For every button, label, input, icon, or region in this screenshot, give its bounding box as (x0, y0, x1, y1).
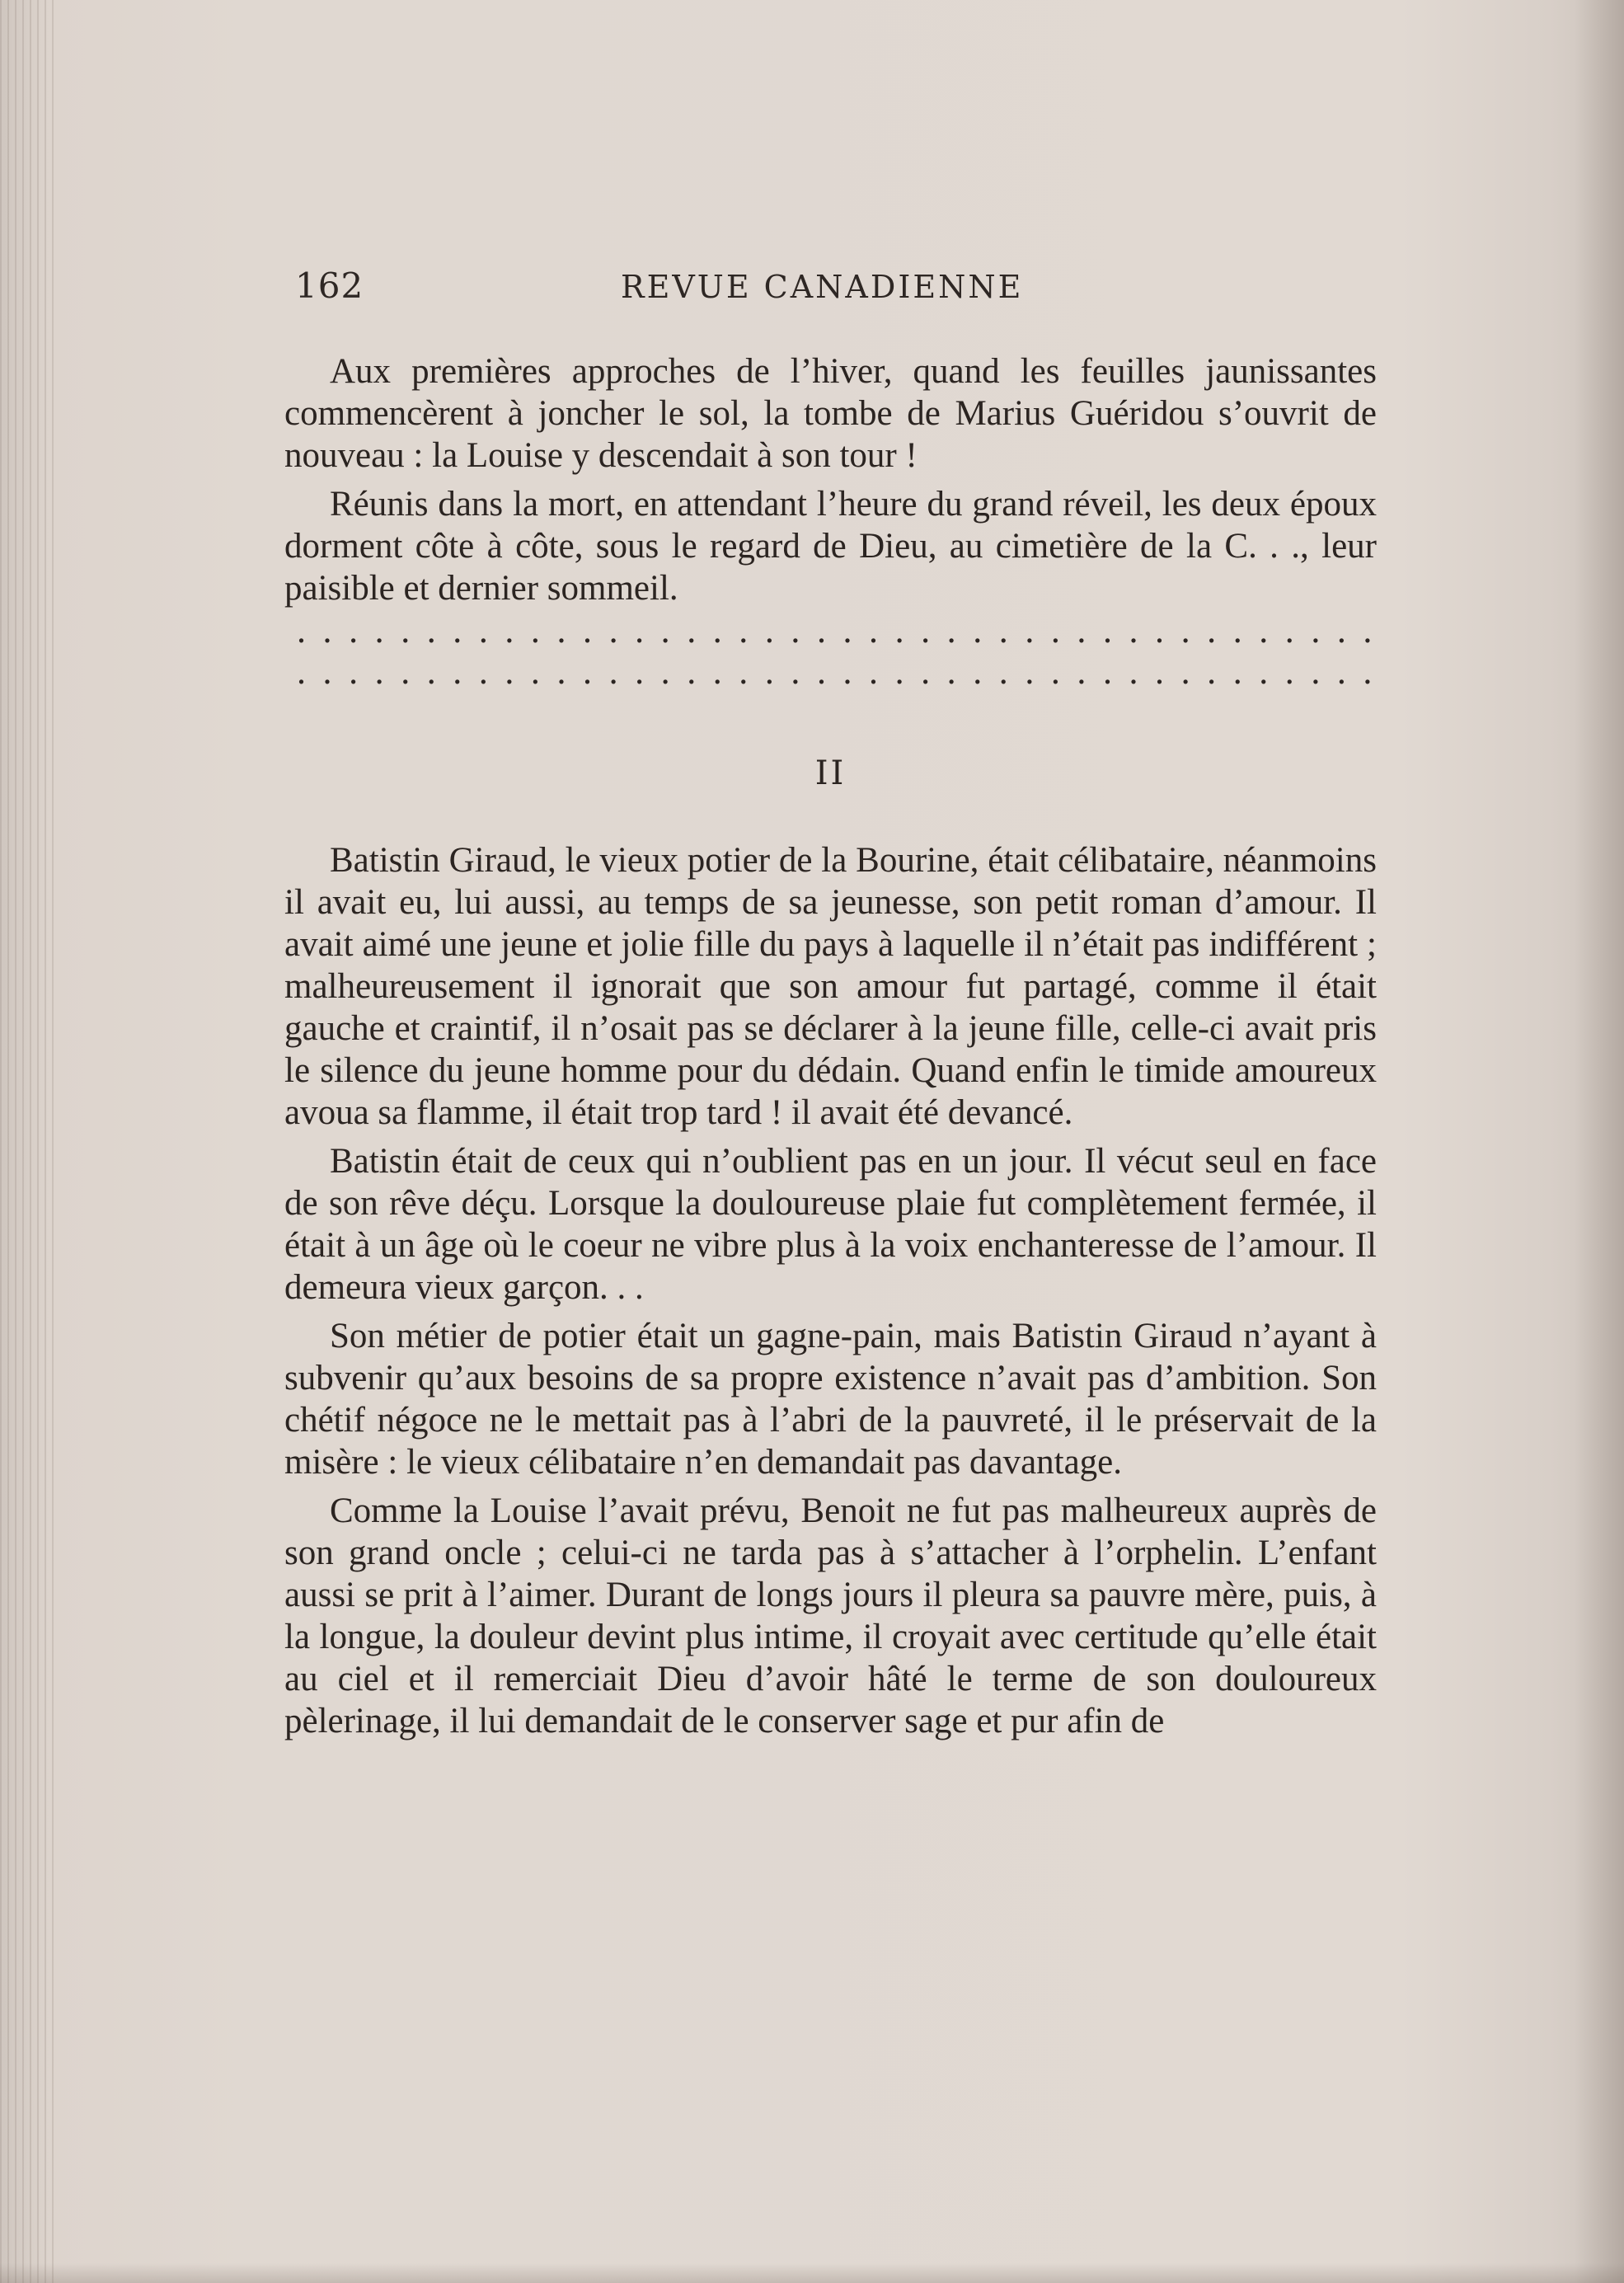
section-heading: II (814, 754, 847, 792)
page-number: 162 (295, 265, 364, 306)
paragraph: Réunis dans la mort, en attendant l’heure du grand réveil, les deux époux dorment côte à côte, sous le regard de Dieu, au cimetière de la C. . ., leur paisible et dernier sommeil. (284, 485, 1377, 608)
paragraph: Aux premières approches de l’hiver, quand les feuilles jaunissantes commencèrent à joncher le sol, la tombe de Marius Guéridou s’ouvrit de nouveau : la Louise y descendait à son tour ! (284, 352, 1377, 475)
paragraph: Comme la Louise l’avait prévu, Benoit ne fut pas malheureux auprès de son grand oncle ; celui-ci ne tarda pas à s’attacher à l’orphelin. L’enfant aussi se prit à l’aimer. Durant de longs jours il pleura sa pauvre mère, puis, à la longue, la douleur devint plus intime, il croyait avec certitude qu’elle était au ciel et il remerciait Dieu d’avoir hâté le terme de son douloureux pèlerinage, il lui demandait de le conserver sage et pur afin de (284, 1491, 1377, 1740)
journal-title: REVUE CANADIENNE (621, 269, 1024, 305)
paragraph: Son métier de potier était un gagne-pain, mais Batistin Giraud n’ayant à subvenir qu’aux besoins de sa propre existence n’avait pas d’ambition. Son chétif négoce ne le mettait pas à l’abri de la pauvreté, il le préservait de la misère : le vieux célibataire n’en demandait pas davantage. (284, 1317, 1377, 1482)
ellipsis-row: . . . . . . . . . . . . . . . . . . . . . . . . . . . . . . . . . . . . . . . . . . (297, 609, 1373, 651)
paragraph: Batistin Giraud, le vieux potier de la Bourine, était célibataire, néanmoins il avait eu, lui aussi, au temps de sa jeunesse, son petit roman d’amour. Il avait aimé une jeune et jolie fille du pays à laquelle il n’était pas indifférent ; malheureusement il ignorait que son amour fut partagé, comme il était gauche et craintif, il n’osait pas se déclarer à la jeune fille, celle-ci avait pris le silence du jeune homme pour du dédain. Quand enfin le timide amoureux avoua sa flamme, il était trop tard ! il avait été devancé. (284, 841, 1377, 1132)
ellipsis-row: . . . . . . . . . . . . . . . . . . . . . . . . . . . . . . . . . . . . . . . . . . (297, 651, 1373, 692)
body-text (284, 350, 1377, 1742)
page-bottom-edge (0, 2263, 1624, 2283)
page-gutter-edge (0, 0, 58, 2283)
running-head (295, 265, 1375, 315)
paragraph: Batistin était de ceux qui n’oublient pas en un jour. Il vécut seul en face de son rêve déçu. Lorsque la douloureuse plaie fut complètement fermée, il était à un âge où le coeur ne vibre plus à la voix enchanteresse de l’amour. Il demeura vieux garçon. . . (284, 1142, 1377, 1307)
page-right-edge (1575, 0, 1624, 2283)
